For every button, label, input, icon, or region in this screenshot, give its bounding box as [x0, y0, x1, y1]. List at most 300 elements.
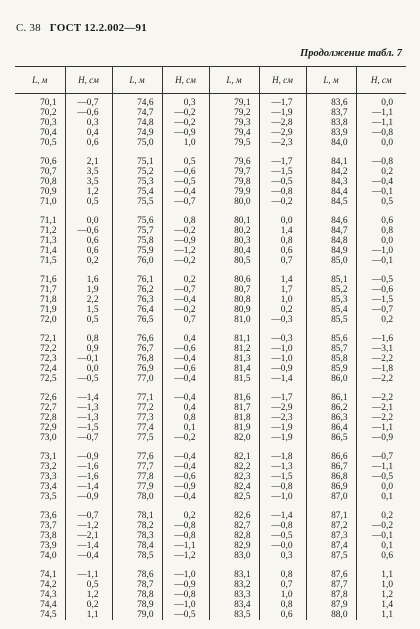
height-cell: —0,2 [162, 256, 209, 266]
height-cell: 0,7 [259, 256, 306, 266]
table-row [15, 295, 406, 305]
height-cell: 0,8 [259, 236, 306, 246]
length-cell: 87,4 [306, 541, 356, 551]
length-cell: 78,7 [112, 580, 162, 590]
height-cell: 0,2 [356, 502, 406, 521]
height-cell: —1,6 [356, 325, 406, 344]
length-cell: 84,7 [306, 226, 356, 236]
table-row [15, 561, 406, 580]
length-cell: 82,5 [209, 492, 259, 502]
length-cell: 73,8 [40, 531, 57, 541]
length-cell: 70,7 [40, 167, 57, 177]
height-cell: 0,0 [65, 364, 112, 374]
length-cell: 84,4 [306, 187, 356, 197]
length-cell: 77,7 [112, 462, 162, 472]
length-cell: 79,2 [209, 108, 259, 118]
height-cell: 0,0 [356, 94, 406, 109]
length-cell: 78,4 [112, 541, 162, 551]
height-cell: —1,5 [259, 472, 306, 482]
length-cell: 88,0 [306, 610, 356, 620]
height-cell: —0,2 [259, 197, 306, 207]
length-cell: 84,2 [306, 167, 356, 177]
height-cell: 0,6 [65, 236, 112, 246]
height-cell: —0,2 [162, 226, 209, 236]
height-cell: 1,2 [65, 590, 112, 600]
height-cell: —0,0 [259, 541, 306, 551]
length-cell: 73,5 [40, 492, 57, 502]
height-cell: —0,1 [356, 531, 406, 541]
length-cell: 76,6 [112, 325, 162, 344]
length-cell: 77,9 [112, 482, 162, 492]
length-cell: 72,8 [40, 413, 57, 423]
height-cell: 1,4 [259, 226, 306, 236]
length-cell: 81,7 [209, 403, 259, 413]
height-cell: —0,4 [162, 462, 209, 472]
height-cell: —1,3 [65, 403, 112, 413]
height-cell: —1,0 [259, 492, 306, 502]
height-cell: 0,8 [162, 207, 209, 226]
height-cell: 1,0 [259, 590, 306, 600]
height-cell: 0,8 [259, 561, 306, 580]
height-cell: 1,1 [65, 610, 112, 620]
height-cell: —1,4 [65, 384, 112, 403]
length-cell: 73,1 [40, 452, 57, 462]
height-cell: —0,4 [356, 177, 406, 187]
height-cell: 1,2 [65, 187, 112, 197]
height-cell: —0,4 [162, 443, 209, 462]
length-cell: 80,8 [209, 295, 259, 305]
length-cell: 77,5 [112, 433, 162, 443]
table-row [15, 433, 406, 443]
length-cell: 76,0 [112, 256, 162, 266]
height-cell: 0,2 [162, 502, 209, 521]
length-cell: 80,7 [209, 285, 259, 295]
height-cell: —0,8 [162, 531, 209, 541]
height-cell: 0,1 [356, 541, 406, 551]
table-row [15, 384, 406, 403]
height-cell: 0,0 [356, 138, 406, 148]
length-cell: 74,6 [112, 94, 162, 109]
length-cell: 86,9 [306, 482, 356, 492]
height-cell: 0,6 [356, 207, 406, 226]
height-cell: —1,4 [65, 541, 112, 551]
height-cell: 1,7 [259, 285, 306, 295]
height-cell: 0,3 [65, 118, 112, 128]
length-cell: 83,0 [209, 551, 259, 561]
length-cell: 73,2 [40, 462, 57, 472]
column-header: H, см [259, 67, 306, 94]
length-cell: 73,4 [40, 482, 57, 492]
length-cell: 80,2 [209, 226, 259, 236]
height-cell: —0,5 [162, 610, 209, 620]
height-cell: —2,3 [259, 138, 306, 148]
length-cell: 86,3 [306, 413, 356, 423]
length-cell: 75,1 [112, 148, 162, 167]
length-cell: 86,2 [306, 403, 356, 413]
length-cell: 85,6 [306, 325, 356, 344]
table-row [15, 226, 406, 236]
length-cell: 75,7 [112, 226, 162, 236]
height-cell: —0,8 [162, 521, 209, 531]
height-cell: 0,2 [259, 305, 306, 315]
height-cell: —2,1 [356, 403, 406, 413]
length-cell: 83,1 [209, 561, 259, 580]
table-row [15, 413, 406, 423]
height-cell: —0,9 [162, 580, 209, 590]
length-cell: 83,7 [306, 108, 356, 118]
height-cell: —0,2 [162, 305, 209, 315]
height-cell: —1,4 [259, 374, 306, 384]
length-cell: 86,5 [306, 433, 356, 443]
length-cell: 74,9 [112, 128, 162, 138]
length-cell: 79,1 [209, 94, 259, 109]
column-header: L, м [15, 67, 65, 94]
length-cell: 85,8 [306, 354, 356, 364]
height-cell: —0,8 [259, 187, 306, 197]
length-cell: 75,6 [112, 207, 162, 226]
length-cell: 87,5 [306, 551, 356, 561]
length-cell: 85,4 [306, 305, 356, 315]
length-cell: 84,8 [306, 236, 356, 246]
height-cell: —0,2 [162, 108, 209, 118]
height-cell: 1,4 [356, 600, 406, 610]
length-cell: 80,5 [209, 256, 259, 266]
length-cell: 87,2 [306, 521, 356, 531]
height-cell: 1,6 [65, 266, 112, 285]
length-cell: 87,1 [306, 502, 356, 521]
length-cell: 81,1 [209, 325, 259, 344]
table-row [15, 236, 406, 246]
height-cell: —0,6 [65, 108, 112, 118]
length-cell: 72,2 [40, 344, 57, 354]
height-cell: —2,9 [259, 128, 306, 138]
length-cell: 84,0 [306, 138, 356, 148]
height-cell: —2,8 [259, 118, 306, 128]
height-cell: —0,9 [65, 492, 112, 502]
length-cell: 82,7 [209, 521, 259, 531]
length-cell: 85,0 [306, 256, 356, 266]
height-cell: —1,5 [259, 167, 306, 177]
length-cell: 85,1 [306, 266, 356, 285]
length-cell: 81,3 [209, 354, 259, 364]
column-header: H, см [162, 67, 209, 94]
length-cell: 71,5 [40, 256, 57, 266]
height-cell: 0,6 [65, 138, 112, 148]
length-cell: 74,4 [40, 600, 57, 610]
height-cell: —0,3 [259, 325, 306, 344]
height-cell: 3,5 [65, 177, 112, 187]
length-cell: 72,0 [40, 315, 57, 325]
table-row [15, 246, 406, 256]
column-header: H, см [65, 67, 112, 94]
table-row [15, 315, 406, 325]
length-cell: 74,7 [112, 108, 162, 118]
length-cell: 74,1 [40, 570, 57, 580]
length-cell: 83,6 [306, 94, 356, 109]
length-cell: 72,3 [40, 354, 57, 364]
table-row [15, 305, 406, 315]
height-cell: —0,8 [162, 590, 209, 600]
height-cell: —0,9 [259, 364, 306, 374]
height-cell: 0,0 [356, 236, 406, 246]
length-cell: 73,9 [40, 541, 57, 551]
length-cell: 70,1 [40, 98, 57, 108]
length-cell: 71,7 [40, 285, 57, 295]
height-cell: —0,8 [259, 521, 306, 531]
length-cell: 86,7 [306, 462, 356, 472]
height-cell: —0,6 [162, 364, 209, 374]
length-cell: 87,3 [306, 531, 356, 541]
length-cell: 79,8 [209, 177, 259, 187]
length-cell: 70,3 [40, 118, 57, 128]
table-header-row [15, 67, 406, 94]
length-cell: 70,6 [40, 157, 57, 167]
length-cell: 81,5 [209, 374, 259, 384]
length-cell: 75,5 [112, 197, 162, 207]
length-cell: 87,7 [306, 580, 356, 590]
length-cell: 78,1 [112, 502, 162, 521]
table-row [15, 443, 406, 462]
length-cell: 74,0 [40, 551, 57, 561]
length-cell: 85,7 [306, 344, 356, 354]
height-cell: 0,2 [65, 256, 112, 266]
height-cell: —1,2 [162, 246, 209, 256]
table-row [15, 207, 406, 226]
length-cell: 71,9 [40, 305, 57, 315]
height-cell: 0,5 [356, 197, 406, 207]
height-cell: —0,7 [356, 305, 406, 315]
length-cell: 80,0 [209, 197, 259, 207]
height-cell: 1,1 [356, 561, 406, 580]
length-cell: 84,3 [306, 177, 356, 187]
length-cell: 76,2 [112, 285, 162, 295]
table-row [15, 423, 406, 433]
height-cell: —1,1 [356, 108, 406, 118]
length-cell: 86,8 [306, 472, 356, 482]
height-cell: —1,4 [259, 502, 306, 521]
length-cell: 78,2 [112, 521, 162, 531]
height-cell: —1,1 [162, 541, 209, 551]
height-cell: 0,6 [259, 246, 306, 256]
height-cell: —0,5 [259, 177, 306, 187]
height-cell: —0,5 [162, 177, 209, 187]
length-cell: 79,3 [209, 118, 259, 128]
height-cell: —0,6 [162, 472, 209, 482]
length-cell: 87,0 [306, 492, 356, 502]
height-cell: —3,1 [356, 344, 406, 354]
length-cell: 86,4 [306, 423, 356, 433]
height-cell: 0,8 [356, 226, 406, 236]
height-cell: —0,1 [65, 354, 112, 364]
height-cell: 0,1 [356, 492, 406, 502]
height-cell: —1,8 [356, 364, 406, 374]
height-cell: 0,1 [162, 423, 209, 433]
length-cell: 85,2 [306, 285, 356, 295]
length-cell: 82,1 [209, 443, 259, 462]
height-cell: —1,3 [65, 413, 112, 423]
height-cell: —0,7 [356, 443, 406, 462]
length-cell: 74,8 [112, 118, 162, 128]
height-cell: —0,4 [162, 187, 209, 197]
height-cell: —1,5 [356, 295, 406, 305]
length-cell: 78,6 [112, 561, 162, 580]
table-body [15, 94, 406, 621]
height-cell: —0,9 [162, 128, 209, 138]
height-cell: —0,8 [259, 482, 306, 492]
height-cell: 0,8 [259, 600, 306, 610]
height-cell: —0,4 [162, 374, 209, 384]
height-cell: —2,2 [356, 413, 406, 423]
length-cell: 80,4 [209, 246, 259, 256]
length-cell: 87,8 [306, 590, 356, 600]
length-cell: 76,9 [112, 364, 162, 374]
table-row [15, 492, 406, 502]
length-cell: 75,0 [112, 138, 162, 148]
height-cell: —1,7 [259, 384, 306, 403]
length-cell: 77,0 [112, 374, 162, 384]
length-cell: 74,5 [40, 610, 57, 620]
length-cell: 83,8 [306, 118, 356, 128]
length-cell: 84,1 [306, 148, 356, 167]
column-header: L, м [112, 67, 162, 94]
length-cell: 75,9 [112, 246, 162, 256]
length-cell: 76,1 [112, 266, 162, 285]
length-cell: 80,1 [209, 207, 259, 226]
height-cell: 0,8 [162, 413, 209, 423]
height-cell: 0,4 [162, 325, 209, 344]
height-cell: —2,2 [356, 354, 406, 364]
length-cell: 79,9 [209, 187, 259, 197]
table-row [15, 94, 406, 109]
height-cell: —1,0 [162, 600, 209, 610]
table-row [15, 128, 406, 138]
height-cell: 0,4 [65, 128, 112, 138]
length-cell: 72,4 [40, 364, 57, 374]
length-cell: 74,3 [40, 590, 57, 600]
length-cell: 81,8 [209, 413, 259, 423]
height-cell: —0,1 [356, 256, 406, 266]
length-cell: 70,9 [40, 187, 57, 197]
column-header: L, м [306, 67, 356, 94]
height-cell: 1,0 [259, 295, 306, 305]
height-cell: —0,7 [65, 433, 112, 443]
length-cell: 72,5 [40, 374, 57, 384]
height-cell: —1,7 [259, 148, 306, 167]
height-cell: —1,8 [259, 443, 306, 462]
height-cell: 0,5 [162, 148, 209, 167]
length-cell: 72,1 [40, 334, 57, 344]
length-cell: 86,6 [306, 443, 356, 462]
height-cell: —1,1 [356, 423, 406, 433]
height-cell: —1,9 [259, 423, 306, 433]
length-cell: 83,9 [306, 128, 356, 138]
length-cell: 81,2 [209, 344, 259, 354]
height-cell: —2,2 [356, 384, 406, 403]
table-row [15, 344, 406, 354]
length-cell: 79,4 [209, 128, 259, 138]
length-cell: 77,4 [112, 423, 162, 433]
height-cell: —0,6 [162, 167, 209, 177]
height-cell: —0,7 [65, 502, 112, 521]
length-cell: 80,3 [209, 236, 259, 246]
height-cell: 0,3 [259, 551, 306, 561]
height-cell: —1,3 [259, 462, 306, 472]
height-cell: —0,2 [356, 521, 406, 531]
length-cell: 70,4 [40, 128, 57, 138]
length-cell: 78,8 [112, 590, 162, 600]
length-cell: 74,2 [40, 580, 57, 590]
table-row [15, 325, 406, 344]
height-cell: —2,3 [259, 413, 306, 423]
length-cell: 81,0 [209, 315, 259, 325]
length-cell: 79,5 [209, 138, 259, 148]
height-cell: 0,5 [65, 197, 112, 207]
table-row [15, 403, 406, 413]
length-cell: 78,0 [112, 492, 162, 502]
table-row [15, 148, 406, 167]
length-cell: 80,9 [209, 305, 259, 315]
height-cell: 0,7 [259, 580, 306, 590]
table-row [15, 521, 406, 531]
table-row [15, 108, 406, 118]
length-cell: 85,3 [306, 295, 356, 305]
length-cell: 82,9 [209, 541, 259, 551]
table-row [15, 354, 406, 364]
length-cell: 85,5 [306, 315, 356, 325]
length-cell: 82,8 [209, 531, 259, 541]
length-cell: 82,3 [209, 472, 259, 482]
height-cell: —0,4 [162, 384, 209, 403]
height-cell: 0,2 [162, 266, 209, 285]
height-cell: 1,9 [65, 285, 112, 295]
length-cell: 82,6 [209, 502, 259, 521]
length-cell: 71,1 [40, 216, 57, 226]
length-cell: 73,3 [40, 472, 57, 482]
length-cell: 70,5 [40, 138, 57, 148]
height-cell: —1,0 [162, 561, 209, 580]
length-cell: 78,5 [112, 551, 162, 561]
height-cell: —0,3 [259, 315, 306, 325]
length-cell: 77,6 [112, 443, 162, 462]
height-cell: 0,2 [356, 167, 406, 177]
length-cell: 73,7 [40, 521, 57, 531]
length-cell: 76,3 [112, 295, 162, 305]
page-header [16, 22, 147, 34]
height-cell: —0,1 [356, 187, 406, 197]
height-cell: 3,5 [65, 167, 112, 177]
length-cell: 72,6 [40, 393, 57, 403]
height-cell: —0,5 [356, 266, 406, 285]
length-cell: 70,2 [40, 108, 57, 118]
table-row [15, 285, 406, 295]
length-cell: 82,2 [209, 462, 259, 472]
table-row [15, 167, 406, 177]
height-cell: 0,7 [162, 315, 209, 325]
height-cell: 1,5 [65, 305, 112, 315]
length-cell: 84,5 [306, 197, 356, 207]
height-cell: 1,0 [356, 580, 406, 590]
length-cell: 81,9 [209, 423, 259, 433]
height-cell: 1,2 [356, 590, 406, 600]
height-cell: —1,7 [259, 94, 306, 109]
length-cell: 73,0 [40, 433, 57, 443]
page-number: С. 38 [16, 22, 41, 34]
length-cell: 81,4 [209, 364, 259, 374]
table-row [15, 187, 406, 197]
table-row [15, 531, 406, 541]
length-cell: 87,9 [306, 600, 356, 610]
length-cell: 71,4 [40, 246, 57, 256]
